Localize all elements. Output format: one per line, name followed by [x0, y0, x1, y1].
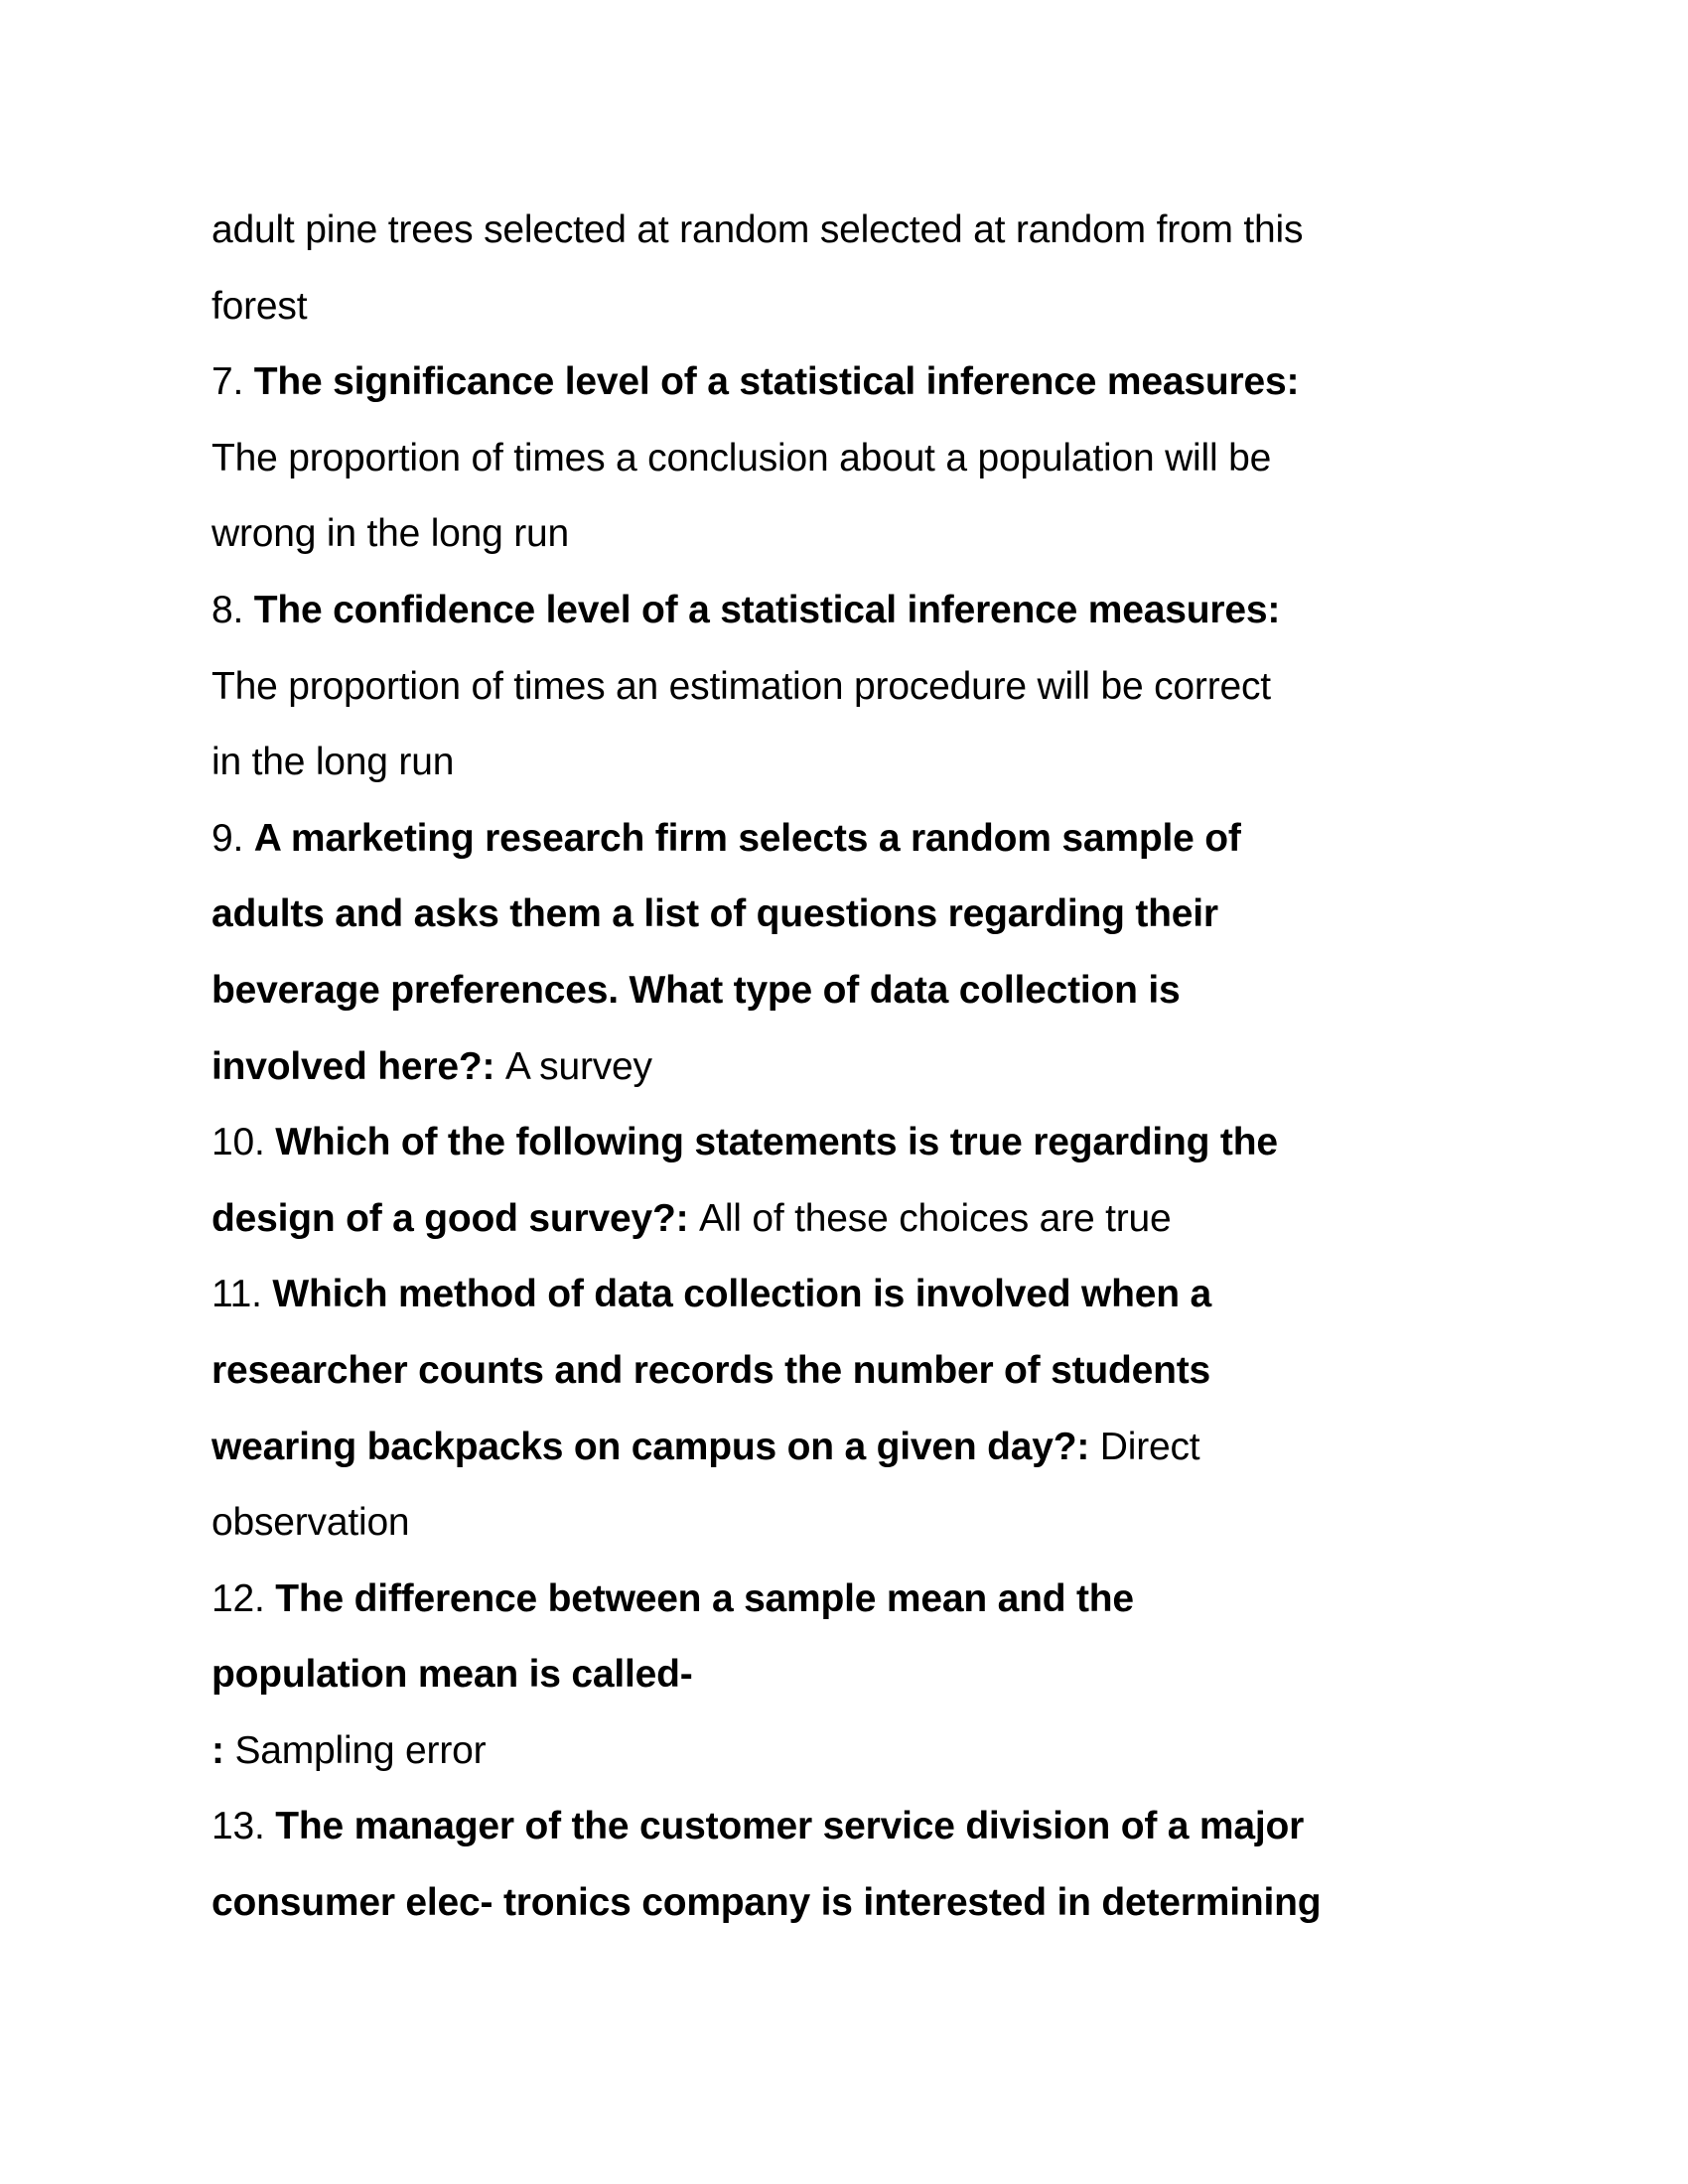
question-number: 10.	[211, 1121, 276, 1164]
text-line	[211, 193, 1492, 269]
question-number: 13.	[211, 1805, 276, 1848]
question-text: Which method of data collection is involved when a	[272, 1273, 1211, 1316]
question-text: The confidence level of a statistical inference measures:	[253, 588, 1281, 631]
answer-line	[211, 496, 1492, 573]
question-number: 12.	[211, 1576, 276, 1620]
question-8	[211, 573, 1492, 649]
question-text: researcher counts and records the number of students	[211, 1348, 1211, 1392]
answer-line	[211, 649, 1492, 726]
question-number: 11.	[211, 1273, 273, 1316]
text-line	[211, 269, 1492, 345]
document-page	[211, 193, 1492, 1942]
question-line	[211, 1333, 1492, 1410]
question-number: 8.	[211, 588, 254, 631]
answer-text: The proportion of times an estimation procedure will be correct	[211, 664, 1271, 708]
question-text: The manager of the customer service division of a major	[275, 1805, 1305, 1848]
question-line	[211, 1865, 1492, 1942]
answer-text: in the long run	[211, 741, 455, 784]
answer-line	[211, 725, 1492, 801]
question-text: The significance level of a statistical inference measures:	[253, 360, 1300, 404]
question-text: design of a good survey?:	[211, 1196, 700, 1240]
question-text: involved here?:	[211, 1044, 505, 1088]
question-7	[211, 344, 1492, 421]
question-number: 7.	[211, 360, 254, 404]
answer-text: The proportion of times a conclusion about a population will be	[211, 436, 1272, 479]
question-text: adults and asks them a list of questions regarding their	[211, 892, 1218, 936]
question-line	[211, 1029, 1492, 1106]
question-text: population mean is called-	[211, 1653, 693, 1697]
answer-text: observation	[211, 1501, 410, 1545]
answer-text: A survey	[504, 1044, 652, 1088]
answer-line	[211, 421, 1492, 497]
question-line	[211, 1637, 1492, 1713]
question-text: A marketing research firm selects a random sample of	[253, 816, 1241, 860]
answer-separator: :	[211, 1728, 235, 1772]
answer-text: All of these choices are true	[699, 1196, 1172, 1240]
question-13	[211, 1789, 1492, 1865]
question-line	[211, 1410, 1492, 1486]
question-text: consumer elec- tronics company is interested in determining	[211, 1881, 1322, 1925]
question-line	[211, 1181, 1492, 1258]
question-text: Which of the following statements is true regarding the	[275, 1121, 1278, 1164]
answer-line	[211, 1485, 1492, 1562]
question-11	[211, 1257, 1492, 1333]
answer-text: wrong in the long run	[211, 512, 570, 556]
answer-text: Direct	[1099, 1425, 1200, 1468]
text-span: adult pine trees selected at random selected at random from this	[211, 208, 1304, 251]
question-line	[211, 953, 1492, 1029]
question-line	[211, 877, 1492, 953]
question-9	[211, 801, 1492, 878]
question-text: beverage preferences. What type of data collection is	[211, 968, 1181, 1012]
answer-text: Sampling error	[234, 1728, 487, 1772]
text-span: forest	[211, 284, 308, 328]
question-text: The difference between a sample mean and the	[275, 1576, 1134, 1620]
answer-line	[211, 1713, 1492, 1790]
question-text: wearing backpacks on campus on a given day?:	[211, 1425, 1100, 1468]
question-number: 9.	[211, 816, 254, 860]
question-12	[211, 1562, 1492, 1638]
question-10	[211, 1105, 1492, 1181]
